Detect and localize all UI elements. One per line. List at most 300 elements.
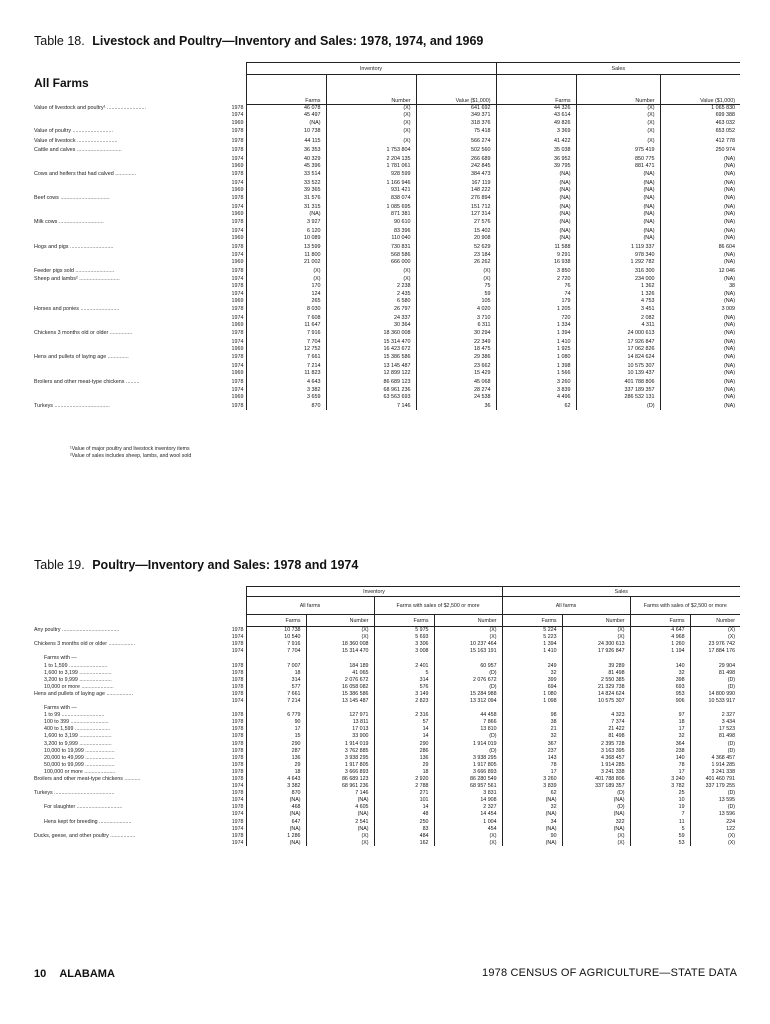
t18-cell: 3 369 bbox=[496, 126, 576, 136]
t18-row-label bbox=[34, 162, 224, 169]
t18-cell: (D) bbox=[576, 401, 660, 411]
t19-row bbox=[34, 818, 740, 825]
t19-cell: 2 920 bbox=[374, 775, 434, 782]
t18-cell: 46 078 bbox=[246, 105, 326, 112]
t19-cell: 2 541 bbox=[306, 818, 374, 825]
t18-col-header: Farms bbox=[496, 75, 576, 105]
t18-cell: (X) bbox=[416, 275, 496, 282]
t18-cell: 7 916 bbox=[246, 329, 326, 339]
t19-cell: 32 bbox=[502, 669, 562, 676]
t18-cell: 21 002 bbox=[246, 259, 326, 266]
t19-cell: (D) bbox=[690, 790, 740, 797]
t18-cell: 2 435 bbox=[326, 290, 416, 297]
table18-footnotes bbox=[70, 446, 191, 459]
t19-cell: 21 422 bbox=[562, 726, 630, 733]
t19-cell: 5 223 bbox=[502, 634, 562, 641]
t19-cell: 484 bbox=[374, 832, 434, 839]
t18-cell: 7 214 bbox=[246, 362, 326, 369]
t18-col-header: Number bbox=[576, 75, 660, 105]
t18-cell: (NA) bbox=[660, 314, 740, 321]
t19-row-year: 1974 bbox=[231, 783, 244, 790]
t18-cell: 15 386 586 bbox=[326, 353, 416, 363]
t18-row-year: 1969 bbox=[231, 235, 244, 242]
t18-cell: 43 614 bbox=[496, 112, 576, 119]
t18-row-year: 1974 bbox=[231, 227, 244, 234]
t19-cell: 98 bbox=[502, 712, 562, 719]
t18-row-year: 1969 bbox=[231, 321, 244, 328]
t18-row-label bbox=[34, 251, 224, 258]
t18-row-year: 1974 bbox=[231, 386, 244, 393]
t19-cell: 249 bbox=[502, 662, 562, 669]
t18-row-label: Beef cows ................................. bbox=[34, 195, 110, 202]
t18-cell: 11 647 bbox=[246, 321, 326, 328]
t18-cell: 10 575 307 bbox=[576, 362, 660, 369]
t18-cell: 568 586 bbox=[326, 251, 416, 258]
t18-row-label bbox=[34, 112, 224, 119]
t18-row bbox=[34, 386, 740, 393]
t19-cell: 143 bbox=[502, 754, 562, 761]
t19-cell: 86 280 549 bbox=[434, 775, 502, 782]
t19-row bbox=[34, 825, 740, 832]
t19-cell bbox=[630, 705, 690, 712]
t18-cell: 16 938 bbox=[496, 259, 576, 266]
t19-cell: 2 395 728 bbox=[562, 740, 630, 747]
t18-cell: 838 074 bbox=[326, 194, 416, 204]
t18-cell: (NA) bbox=[496, 169, 576, 179]
t18-cell: 1 334 bbox=[496, 321, 576, 328]
t19-cell: 2 076 672 bbox=[434, 676, 502, 683]
t18-row bbox=[34, 329, 740, 339]
t19-cell: 401 788 806 bbox=[562, 775, 630, 782]
t19-col-header: Number bbox=[690, 615, 740, 627]
t18-cell: (NA) bbox=[660, 353, 740, 363]
t18-cell: 1 362 bbox=[576, 283, 660, 290]
t18-cell: 62 bbox=[496, 401, 576, 411]
t19-col-header: Farms bbox=[374, 615, 434, 627]
t18-cell: 49 826 bbox=[496, 119, 576, 126]
t19-row-year: 1978 bbox=[231, 676, 244, 683]
t18-cell: (X) bbox=[576, 119, 660, 126]
t19-cell: 81 498 bbox=[690, 733, 740, 740]
t18-col-header: Value ($1,000) bbox=[416, 75, 496, 105]
t18-cell: 31 315 bbox=[246, 203, 326, 210]
t19-row-label bbox=[34, 797, 224, 804]
t18-cell: 3 927 bbox=[246, 218, 326, 228]
t18-cell: 33 514 bbox=[246, 169, 326, 179]
t18-cell: 29 386 bbox=[416, 353, 496, 363]
t19-cell: 83 bbox=[374, 825, 434, 832]
t19-cell: 2 316 bbox=[374, 712, 434, 719]
t19-subgroup: All farms bbox=[502, 597, 630, 615]
t19-row bbox=[34, 655, 740, 662]
t18-cell: 349 371 bbox=[416, 112, 496, 119]
t19-cell: 4 605 bbox=[306, 804, 374, 811]
t18-row-label: Sheep and lambs² ........................... bbox=[34, 276, 120, 282]
t19-row-label: 3,200 to 9,999 ...................... bbox=[44, 676, 112, 683]
t18-row bbox=[34, 394, 740, 401]
t19-row-label: Farms with — bbox=[44, 655, 77, 662]
t19-cell: (D) bbox=[690, 747, 740, 754]
t19-row bbox=[34, 705, 740, 712]
t19-head-spacer bbox=[34, 615, 224, 627]
t19-cell: 1 098 bbox=[502, 697, 562, 704]
t18-row-label: Turkeys ..................................... bbox=[34, 402, 110, 409]
t18-cell: 641 692 bbox=[416, 105, 496, 112]
table18 bbox=[34, 62, 740, 410]
t18-cell: 30 294 bbox=[416, 329, 496, 339]
t19-row-label: 1,600 to 3,199 ...................... bbox=[44, 669, 112, 676]
t18-cell: 36 952 bbox=[496, 155, 576, 162]
t19-cell: 7 661 bbox=[246, 690, 306, 697]
t19-row-year: 1974 bbox=[231, 697, 244, 704]
t19-cell: (NA) bbox=[306, 797, 374, 804]
t18-cell: 1 753 804 bbox=[326, 145, 416, 155]
t19-cell: 694 bbox=[502, 683, 562, 690]
t19-cell: 90 bbox=[502, 832, 562, 839]
t18-cell: 15 402 bbox=[416, 227, 496, 234]
t19-row bbox=[34, 761, 740, 768]
t19-row-label: 50,000 to 99,999 .................... bbox=[44, 761, 115, 768]
t19-cell: 3 241 338 bbox=[690, 768, 740, 775]
t19-cell bbox=[502, 655, 562, 662]
t18-cell: 17 062 826 bbox=[576, 345, 660, 352]
t18-cell: (NA) bbox=[576, 169, 660, 179]
t19-cell: (X) bbox=[562, 832, 630, 839]
t19-row-year: 1978 bbox=[231, 790, 244, 797]
t18-cell: (NA) bbox=[496, 194, 576, 204]
state-name: ALABAMA bbox=[59, 968, 115, 980]
t19-cell: 14 bbox=[374, 726, 434, 733]
t19-cell: 162 bbox=[374, 839, 434, 846]
t19-cell: 870 bbox=[246, 790, 306, 797]
t19-cell: 59 bbox=[630, 832, 690, 839]
t18-cell: 401 788 806 bbox=[576, 377, 660, 387]
t19-cell: 17 bbox=[630, 768, 690, 775]
t18-row-label bbox=[34, 234, 224, 241]
t19-cell: 13 312 094 bbox=[434, 697, 502, 704]
t19-cell: 4 647 bbox=[630, 627, 690, 634]
t19-cell: (NA) bbox=[502, 811, 562, 818]
table19 bbox=[34, 586, 740, 846]
t18-cell: 928 599 bbox=[326, 169, 416, 179]
t19-row bbox=[34, 697, 740, 704]
t18-cell: 653 052 bbox=[660, 126, 740, 136]
t19-cell: 2 823 bbox=[374, 697, 434, 704]
t19-cell bbox=[434, 705, 502, 712]
t19-cell: 3 782 bbox=[630, 783, 690, 790]
t18-cell: 45 396 bbox=[246, 162, 326, 169]
t19-row-year: 1974 bbox=[231, 811, 244, 818]
t18-cell: 30 364 bbox=[326, 321, 416, 328]
t18-cell: 8 030 bbox=[246, 305, 326, 315]
t18-row-year: 1969 bbox=[231, 186, 244, 193]
t18-row-year: 1978 bbox=[231, 267, 244, 274]
t18-cell: 13 145 487 bbox=[326, 362, 416, 369]
t19-cell: (X) bbox=[306, 832, 374, 839]
t19-cell: 17 bbox=[246, 726, 306, 733]
t18-cell: 730 831 bbox=[326, 242, 416, 252]
t18-row-year: 1974 bbox=[231, 338, 244, 345]
t19-cell: 140 bbox=[630, 754, 690, 761]
t19-row-year: 1978 bbox=[231, 740, 244, 747]
t19-row-label: 1,600 to 3,199 ...................... bbox=[44, 733, 112, 740]
t18-row bbox=[34, 370, 740, 377]
t18-row-label bbox=[34, 362, 224, 369]
t19-cell: 21 bbox=[502, 726, 562, 733]
t19-cell: 4 968 bbox=[630, 634, 690, 641]
t18-cell: 1 085 695 bbox=[326, 203, 416, 210]
t19-row-label: 10,000 or more ...................... bbox=[44, 683, 114, 690]
t18-cell: 63 563 693 bbox=[326, 394, 416, 401]
t18-cell: 10 089 bbox=[246, 234, 326, 241]
t18-cell: 38 bbox=[660, 283, 740, 290]
t18-cell: (NA) bbox=[576, 234, 660, 241]
t18-cell: 4 311 bbox=[576, 321, 660, 328]
t18-cell: 52 629 bbox=[416, 242, 496, 252]
t19-col-header: Number bbox=[562, 615, 630, 627]
t19-cell: 399 bbox=[502, 676, 562, 683]
t18-row-label: Value of poultry ........................... bbox=[34, 128, 113, 135]
t19-row bbox=[34, 733, 740, 740]
table18-number: Table 18. bbox=[34, 34, 85, 48]
t18-row-year: 1974 bbox=[231, 276, 244, 282]
t19-cell: 5 bbox=[630, 825, 690, 832]
t18-cell: 31 576 bbox=[246, 194, 326, 204]
t19-row-year: 1974 bbox=[231, 648, 244, 655]
t18-row-year: 1978 bbox=[231, 378, 244, 385]
t19-row-label: 400 to 1,599 ........................ bbox=[44, 726, 111, 733]
t18-cell: (NA) bbox=[496, 234, 576, 241]
t19-cell: 53 bbox=[630, 839, 690, 846]
t19-row-label: 100 to 399 .......................... bbox=[44, 719, 109, 726]
t18-cell: (NA) bbox=[660, 362, 740, 369]
t19-row bbox=[34, 811, 740, 818]
t18-cell: 24 000 613 bbox=[576, 329, 660, 339]
t18-row bbox=[34, 210, 740, 217]
t19-cell: 7 146 bbox=[306, 790, 374, 797]
t18-row bbox=[34, 401, 740, 411]
t19-cell: 13 811 bbox=[306, 719, 374, 726]
t18-cell: (NA) bbox=[576, 210, 660, 217]
t19-cell: 398 bbox=[630, 676, 690, 683]
t18-row-year: 1978 bbox=[231, 306, 244, 313]
t19-row-year: 1978 bbox=[231, 754, 244, 761]
t18-cell: (NA) bbox=[660, 186, 740, 193]
t18-row-label: Broilers and other meat-type chickens ......... bbox=[34, 378, 140, 385]
t19-cell: 3 762 885 bbox=[306, 747, 374, 754]
t18-cell: 566 274 bbox=[416, 136, 496, 146]
t19-cell: 2 327 bbox=[690, 712, 740, 719]
t19-cell: 7 007 bbox=[246, 662, 306, 669]
t19-row-label bbox=[34, 783, 224, 790]
table19-inventory-group: Inventory bbox=[246, 587, 502, 597]
t18-cell: 11 588 bbox=[496, 242, 576, 252]
t19-cell: 14 454 bbox=[434, 811, 502, 818]
t19-cell: (X) bbox=[434, 634, 502, 641]
table18-footnote-1: ¹Value of major poultry and livestock inventory items bbox=[70, 446, 190, 452]
t19-cell: 13 596 bbox=[690, 811, 740, 818]
t18-row-label: Horses and ponies .......................... bbox=[34, 306, 120, 313]
t18-row bbox=[34, 242, 740, 252]
t19-cell: (NA) bbox=[246, 825, 306, 832]
t19-cell bbox=[690, 655, 740, 662]
t18-cell: (NA) bbox=[660, 259, 740, 266]
t18-row-year: 1974 bbox=[231, 112, 244, 119]
t19-cell: 5 975 bbox=[374, 627, 434, 634]
t18-row-year: 1974 bbox=[231, 314, 244, 321]
t18-cell: (X) bbox=[576, 105, 660, 112]
t19-row-year: 1978 bbox=[231, 776, 244, 783]
t18-cell: 6 311 bbox=[416, 321, 496, 328]
t18-cell: 151 712 bbox=[416, 203, 496, 210]
t19-row-label: 1 to 1,599 .......................... bbox=[44, 662, 108, 669]
t19-cell: (NA) bbox=[246, 811, 306, 818]
t18-row-year: 1978 bbox=[231, 243, 244, 250]
t19-cell: (D) bbox=[434, 747, 502, 754]
t18-cell: 20 908 bbox=[416, 234, 496, 241]
t19-subgroup: Farms with sales of $2,500 or more bbox=[630, 597, 740, 615]
t19-cell: (X) bbox=[306, 627, 374, 634]
t18-row bbox=[34, 119, 740, 126]
t19-cell bbox=[690, 705, 740, 712]
t19-row-year: 1978 bbox=[231, 804, 244, 811]
t18-row-label: Value of livestock and poultry¹ .......................... bbox=[34, 105, 146, 112]
t19-cell: 953 bbox=[630, 690, 690, 697]
t18-row bbox=[34, 112, 740, 119]
t18-cell: (NA) bbox=[246, 210, 326, 217]
t18-cell: 1 398 bbox=[496, 362, 576, 369]
t19-cell: (X) bbox=[306, 839, 374, 846]
t18-cell: 22 349 bbox=[416, 338, 496, 345]
t19-row-label: Ducks, geese, and other poultry ................. bbox=[34, 832, 136, 839]
t18-row-year: 1969 bbox=[231, 162, 244, 169]
t19-row-year: 1974 bbox=[231, 634, 244, 641]
t19-cell: (X) bbox=[690, 839, 740, 846]
t19-cell: (X) bbox=[562, 634, 630, 641]
t18-cell: 3 710 bbox=[416, 314, 496, 321]
t19-row bbox=[34, 662, 740, 669]
t18-cell: 1 326 bbox=[576, 290, 660, 297]
t18-cell: (NA) bbox=[660, 321, 740, 328]
t18-cell: (X) bbox=[416, 266, 496, 276]
t18-cell: (NA) bbox=[660, 386, 740, 393]
t18-row bbox=[34, 186, 740, 193]
t18-row-year: 1969 bbox=[231, 346, 244, 353]
t18-cell: (NA) bbox=[576, 218, 660, 228]
t18-row-label bbox=[34, 394, 224, 401]
t18-cell: (NA) bbox=[660, 275, 740, 282]
t18-row bbox=[34, 362, 740, 369]
t19-row-label bbox=[34, 811, 224, 818]
t18-cell: 45 497 bbox=[246, 112, 326, 119]
t19-cell bbox=[502, 705, 562, 712]
t19-cell: 38 bbox=[502, 719, 562, 726]
t18-cell: 15 429 bbox=[416, 370, 496, 377]
t19-cell: (X) bbox=[434, 839, 502, 846]
t19-row-label bbox=[34, 634, 224, 641]
t18-cell: 286 532 131 bbox=[576, 394, 660, 401]
t19-cell: 32 bbox=[502, 733, 562, 740]
t19-cell: 314 bbox=[246, 676, 306, 683]
t19-cell: 11 bbox=[630, 818, 690, 825]
t18-cell: (NA) bbox=[660, 290, 740, 297]
t18-cell: (NA) bbox=[660, 251, 740, 258]
t18-cell: 9 291 bbox=[496, 251, 576, 258]
table18-inventory-group: Inventory bbox=[246, 63, 496, 75]
t19-cell: 1 917 805 bbox=[434, 761, 502, 768]
t19-cell: (NA) bbox=[502, 797, 562, 804]
t19-cell: 68 957 561 bbox=[434, 783, 502, 790]
t18-cell: 39 365 bbox=[246, 186, 326, 193]
t18-row-year: 1974 bbox=[231, 251, 244, 258]
t18-cell: (NA) bbox=[660, 234, 740, 241]
t18-cell: 975 419 bbox=[576, 145, 660, 155]
t18-cell: (NA) bbox=[660, 194, 740, 204]
t18-row-label bbox=[34, 297, 224, 304]
t19-cell: (D) bbox=[690, 804, 740, 811]
t18-cell: 12 046 bbox=[660, 266, 740, 276]
t18-cell: 2 720 bbox=[496, 275, 576, 282]
t18-cell: 10 139 437 bbox=[576, 370, 660, 377]
t18-cell: 337 189 357 bbox=[576, 386, 660, 393]
t18-cell: 105 bbox=[416, 297, 496, 304]
t19-cell: 3 260 bbox=[502, 775, 562, 782]
t19-cell: 10 738 bbox=[246, 627, 306, 634]
t19-row-year: 1974 bbox=[231, 825, 244, 832]
t19-row-year bbox=[224, 705, 246, 712]
t19-cell: 32 bbox=[502, 804, 562, 811]
t18-row-label bbox=[34, 283, 224, 290]
t18-cell: (NA) bbox=[660, 370, 740, 377]
t19-cell: 60 957 bbox=[434, 662, 502, 669]
t18-row-year: 1974 bbox=[231, 290, 244, 297]
t18-cell: (NA) bbox=[660, 338, 740, 345]
t18-row-year: 1969 bbox=[231, 119, 244, 126]
t19-cell: (D) bbox=[562, 790, 630, 797]
t18-cell: (X) bbox=[326, 126, 416, 136]
t19-cell: (D) bbox=[434, 683, 502, 690]
t19-head-spacer bbox=[34, 597, 224, 615]
t19-cell: 62 bbox=[502, 790, 562, 797]
t19-cell: 238 bbox=[630, 747, 690, 754]
t19-row-label: Turkeys ......................................... bbox=[34, 790, 115, 797]
t19-col-header: Number bbox=[434, 615, 502, 627]
t18-row-label bbox=[34, 155, 224, 162]
t19-row-label: 1 to 99 ............................. bbox=[44, 712, 105, 719]
t18-cell: 1 410 bbox=[496, 338, 576, 345]
t18-cell: 170 bbox=[246, 283, 326, 290]
t19-cell: (X) bbox=[690, 627, 740, 634]
t18-cell: (NA) bbox=[660, 210, 740, 217]
t18-cell: 3 451 bbox=[576, 305, 660, 315]
t19-row bbox=[34, 768, 740, 775]
t19-cell: (NA) bbox=[246, 797, 306, 804]
t19-row-label: Hens and pullets of laying age .................. bbox=[34, 690, 133, 697]
t19-subgroup: Farms with sales of $2,500 or more bbox=[374, 597, 502, 615]
t18-cell: (X) bbox=[576, 112, 660, 119]
t19-cell: 81 498 bbox=[562, 669, 630, 676]
t18-cell: 26 797 bbox=[326, 305, 416, 315]
t18-col-header: Farms bbox=[246, 75, 326, 105]
t19-cell: 18 bbox=[246, 669, 306, 676]
t18-cell: 1 566 bbox=[496, 370, 576, 377]
t19-row-label bbox=[34, 697, 224, 704]
t18-row-year: 1978 bbox=[231, 330, 244, 337]
t18-cell: (NA) bbox=[576, 186, 660, 193]
t19-cell: 1 080 bbox=[502, 690, 562, 697]
t19-cell: 3 240 bbox=[630, 775, 690, 782]
t19-cell: 17 884 176 bbox=[690, 648, 740, 655]
